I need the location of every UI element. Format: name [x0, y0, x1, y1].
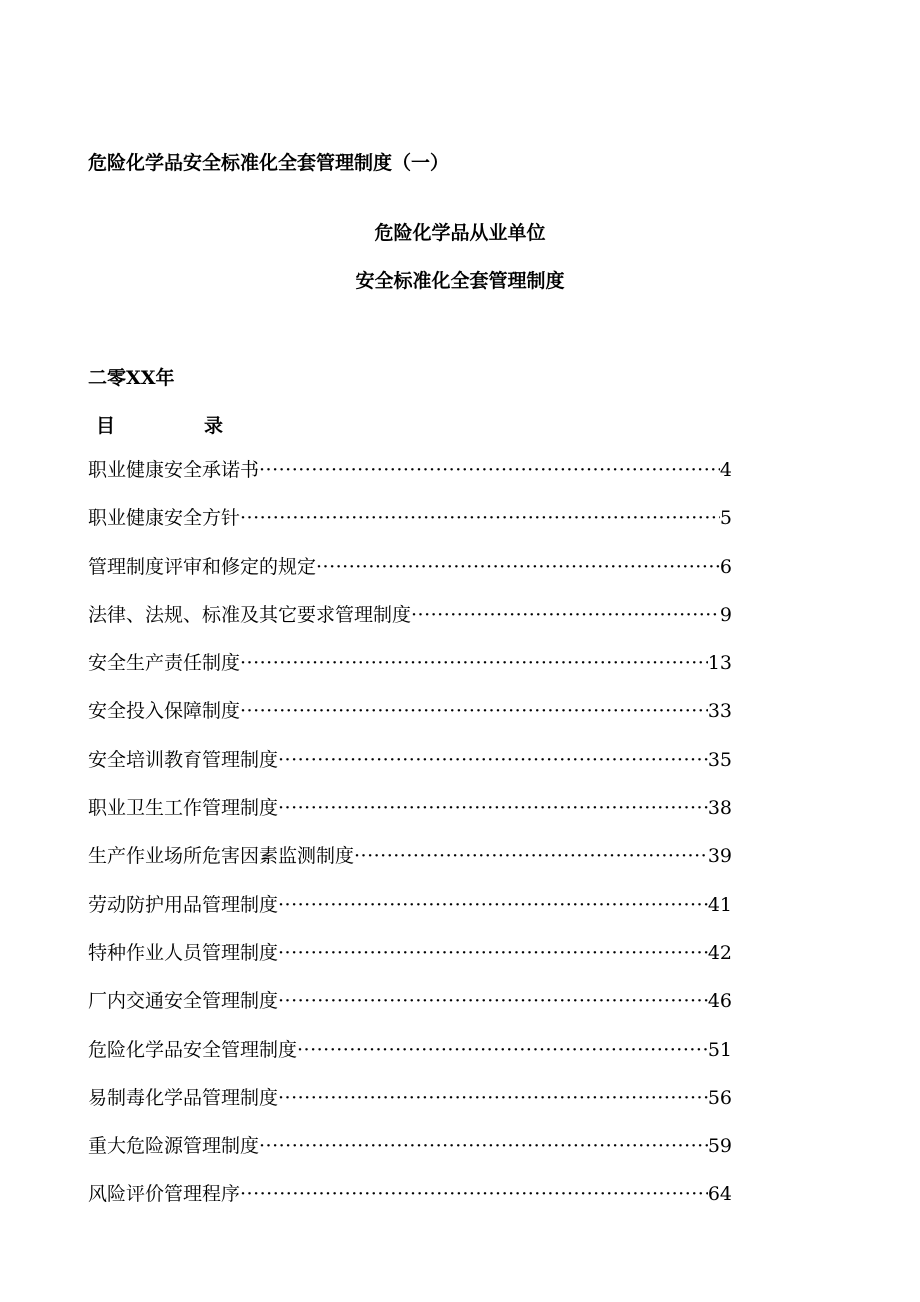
toc-entry-title: 厂内交通安全管理制度: [88, 990, 279, 1013]
toc-leader-dots: [316, 553, 720, 581]
toc-entry[interactable]: [88, 794, 732, 842]
toc-heading-char-1: 目: [96, 415, 116, 437]
toc-leader-dots: [278, 794, 708, 822]
toc-entry-page: 42: [707, 941, 732, 964]
toc-entry-title: 特种作业人员管理制度: [88, 941, 279, 964]
toc-entry-page: 59: [707, 1135, 732, 1158]
document-title: 危险化学品安全标准化全套管理制度（一）: [88, 152, 450, 174]
toc-entry[interactable]: [88, 649, 732, 697]
toc-entry-title: 重大危险源管理制度: [88, 1135, 260, 1158]
toc-leader-dots: [278, 746, 708, 774]
toc-leader-dots: [240, 649, 708, 677]
toc-entry[interactable]: [88, 1132, 732, 1180]
toc-entry-title: 管理制度评审和修定的规定: [88, 555, 317, 578]
subtitle-line-1: 危险化学品从业单位: [374, 222, 546, 244]
toc-entry-title: 安全生产责任制度: [88, 652, 241, 675]
toc-entry[interactable]: [88, 1084, 732, 1132]
toc-heading-char-2: 录: [204, 415, 224, 437]
toc-entry-title: 职业健康安全承诺书: [88, 459, 260, 481]
toc-leader-dots: [240, 504, 720, 532]
toc-leader-dots: [278, 939, 708, 967]
toc-entry-page: 4: [719, 459, 732, 481]
toc-entry[interactable]: [88, 504, 732, 552]
toc-entry-page: 64: [707, 1183, 732, 1206]
toc-leader-dots: [278, 1084, 708, 1112]
document-year: 二零XX年: [88, 367, 175, 389]
toc-entry-title: 劳动防护用品管理制度: [88, 893, 279, 916]
toc-entry[interactable]: [88, 456, 732, 504]
toc-entry[interactable]: [88, 1180, 732, 1228]
toc-leader-dots: [354, 842, 708, 870]
toc-entry-title: 职业卫生工作管理制度: [88, 797, 279, 820]
toc-entry-title: 易制毒化学品管理制度: [88, 1086, 279, 1109]
toc-entry-page: 39: [707, 845, 732, 868]
toc-entry-page: 35: [707, 748, 732, 771]
toc-entry-page: 51: [707, 1038, 732, 1061]
toc-entry[interactable]: [88, 601, 732, 649]
toc-entry[interactable]: [88, 1036, 732, 1084]
toc-entry-page: 33: [707, 700, 732, 723]
toc-entry-title: 法律、法规、标准及其它要求管理制度: [88, 603, 412, 626]
toc-entry[interactable]: [88, 891, 732, 939]
toc-entry-title: 生产作业场所危害因素监测制度: [88, 845, 355, 868]
toc-entry[interactable]: [88, 987, 732, 1035]
toc-entry-page: 6: [719, 555, 732, 578]
toc-entry-title: 职业健康安全方针: [88, 507, 241, 530]
toc-entry-title: 安全投入保障制度: [88, 700, 241, 723]
toc-entry-page: 46: [707, 990, 732, 1013]
toc-entry-page: 56: [707, 1086, 732, 1109]
toc-entry[interactable]: [88, 697, 732, 745]
subtitle-line-2: 安全标准化全套管理制度: [355, 270, 565, 292]
toc-entry-page: 9: [719, 603, 732, 626]
toc-leader-dots: [240, 697, 708, 725]
table-of-contents: [88, 456, 732, 1229]
toc-leader-dots: [278, 987, 708, 1015]
toc-leader-dots: [259, 1132, 708, 1160]
toc-entry[interactable]: [88, 939, 732, 987]
toc-heading: [96, 411, 224, 438]
toc-entry[interactable]: [88, 553, 732, 601]
toc-leader-dots: [240, 1180, 708, 1208]
toc-entry-title: 风险评价管理程序: [88, 1183, 241, 1206]
toc-entry-page: 41: [707, 893, 732, 916]
toc-entry-title: 安全培训教育管理制度: [88, 748, 279, 771]
toc-entry-title: 危险化学品安全管理制度: [88, 1038, 298, 1061]
toc-entry[interactable]: [88, 746, 732, 794]
toc-entry-page: 38: [707, 797, 732, 820]
toc-entry-page: 5: [719, 507, 732, 530]
toc-leader-dots: [259, 456, 720, 484]
toc-entry[interactable]: [88, 842, 732, 890]
toc-leader-dots: [278, 891, 708, 919]
toc-leader-dots: [297, 1036, 708, 1064]
toc-leader-dots: [411, 601, 720, 629]
toc-entry-page: 13: [707, 652, 732, 675]
